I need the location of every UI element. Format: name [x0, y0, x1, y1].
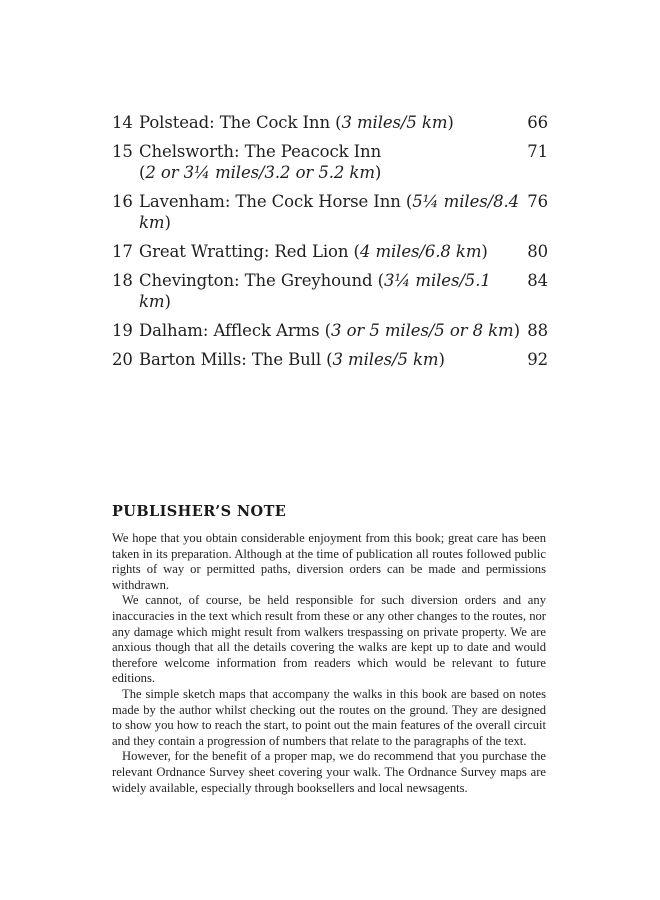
- table-of-contents: [112, 112, 548, 378]
- toc-distance: 2 or 3¼ miles/3.2 or 5.2 km: [145, 163, 375, 182]
- toc-distance: 3 or 5 miles/5 or 8 km: [331, 321, 514, 340]
- toc-title-text: Chevington: The Greyhound (: [139, 271, 384, 290]
- toc-entry: [112, 320, 548, 341]
- toc-entry-title: [139, 349, 521, 370]
- toc-paren: ): [513, 321, 520, 340]
- toc-entry-title: [139, 141, 521, 183]
- toc-entry-number: 14: [112, 113, 133, 132]
- toc-distance: 4 miles/6.8 km: [359, 242, 482, 261]
- toc-page-number: 71: [527, 142, 548, 161]
- toc-entry-title: [139, 112, 521, 133]
- toc-entry-number: 18: [112, 271, 133, 290]
- publishers-note: [112, 503, 546, 796]
- toc-entry: [112, 112, 548, 133]
- note-paragraph: However, for the benefit of a proper map, we do recommend that you purchase the relevant Ordnance Survey sheet covering your walk. The Ordnance Survey maps are widely available, especially through booksellers and local newsagents.: [112, 749, 546, 795]
- toc-entry-number: 19: [112, 321, 133, 340]
- toc-paren: ): [438, 350, 445, 369]
- toc-entry: [112, 191, 548, 233]
- toc-page-number: 92: [527, 350, 548, 369]
- toc-entry-title: [139, 320, 521, 341]
- toc-title-text: Barton Mills: The Bull (: [139, 350, 333, 369]
- toc-distance: 3 miles/5 km: [332, 350, 439, 369]
- toc-paren: (: [139, 163, 146, 182]
- toc-entry-number: 20: [112, 350, 133, 369]
- toc-entry: [112, 241, 548, 262]
- note-paragraph: The simple sketch maps that accompany the walks in this book are based on notes made by the author whilst checking out the routes on the ground. They are designed to show you how to reach the start, to point out the main features of the overall circuit and they contain a progression of numbers that relate to the paragraphs of the text.: [112, 686, 546, 748]
- toc-entry-title: [139, 191, 521, 233]
- toc-entry-title: [139, 241, 521, 262]
- toc-title-text: Lavenham: The Cock Horse Inn (: [139, 192, 413, 211]
- toc-entry: [112, 349, 548, 370]
- section-heading: PUBLISHER’S NOTE: [112, 503, 287, 520]
- toc-distance: 3¼ miles/5.1 km: [139, 271, 491, 311]
- toc-entry: [112, 270, 548, 312]
- toc-paren: ): [374, 163, 382, 182]
- toc-title-text: Great Wratting: Red Lion (: [139, 242, 360, 261]
- toc-entry-number: 15: [112, 142, 133, 161]
- toc-title-text: Dalham: Affleck Arms (: [139, 321, 332, 340]
- toc-entry-number: 17: [112, 242, 133, 261]
- toc-page-number: 76: [527, 192, 548, 211]
- toc-paren: ): [164, 213, 171, 232]
- toc-page-number: 84: [527, 271, 548, 290]
- toc-entry-number: 16: [112, 192, 133, 211]
- toc-title-text: Polstead: The Cock Inn (: [139, 113, 342, 132]
- toc-paren: ): [447, 113, 454, 132]
- toc-paren: ): [481, 242, 488, 261]
- note-paragraph: We hope that you obtain considerable enjoyment from this book; great care has been taken in its preparation. Although at the time of publication all routes followed public rights of way or permitted paths, diversion orders can be made and permissions withdrawn.: [112, 531, 546, 592]
- toc-title-text: Chelsworth: The Peacock Inn: [139, 142, 382, 161]
- toc-distance: 5¼ miles/8.4 km: [139, 192, 520, 232]
- toc-entry: [112, 141, 548, 183]
- toc-paren: ): [164, 292, 171, 311]
- toc-page-number: 80: [527, 242, 548, 261]
- toc-page-number: 66: [527, 113, 548, 132]
- toc-page-number: 88: [527, 321, 548, 340]
- toc-entry-title: [139, 270, 521, 312]
- toc-distance: 3 miles/5 km: [341, 113, 448, 132]
- note-paragraph: We cannot, of course, be held responsible for such diversion orders and any inaccuracies in the text which result from these or any other changes to the routes, nor any damage which might result from walkers trespassing on private property. We are anxious though that all the details covering the walks are kept up to date and would therefore welcome information from readers which would be relevant to future editions.: [112, 593, 546, 686]
